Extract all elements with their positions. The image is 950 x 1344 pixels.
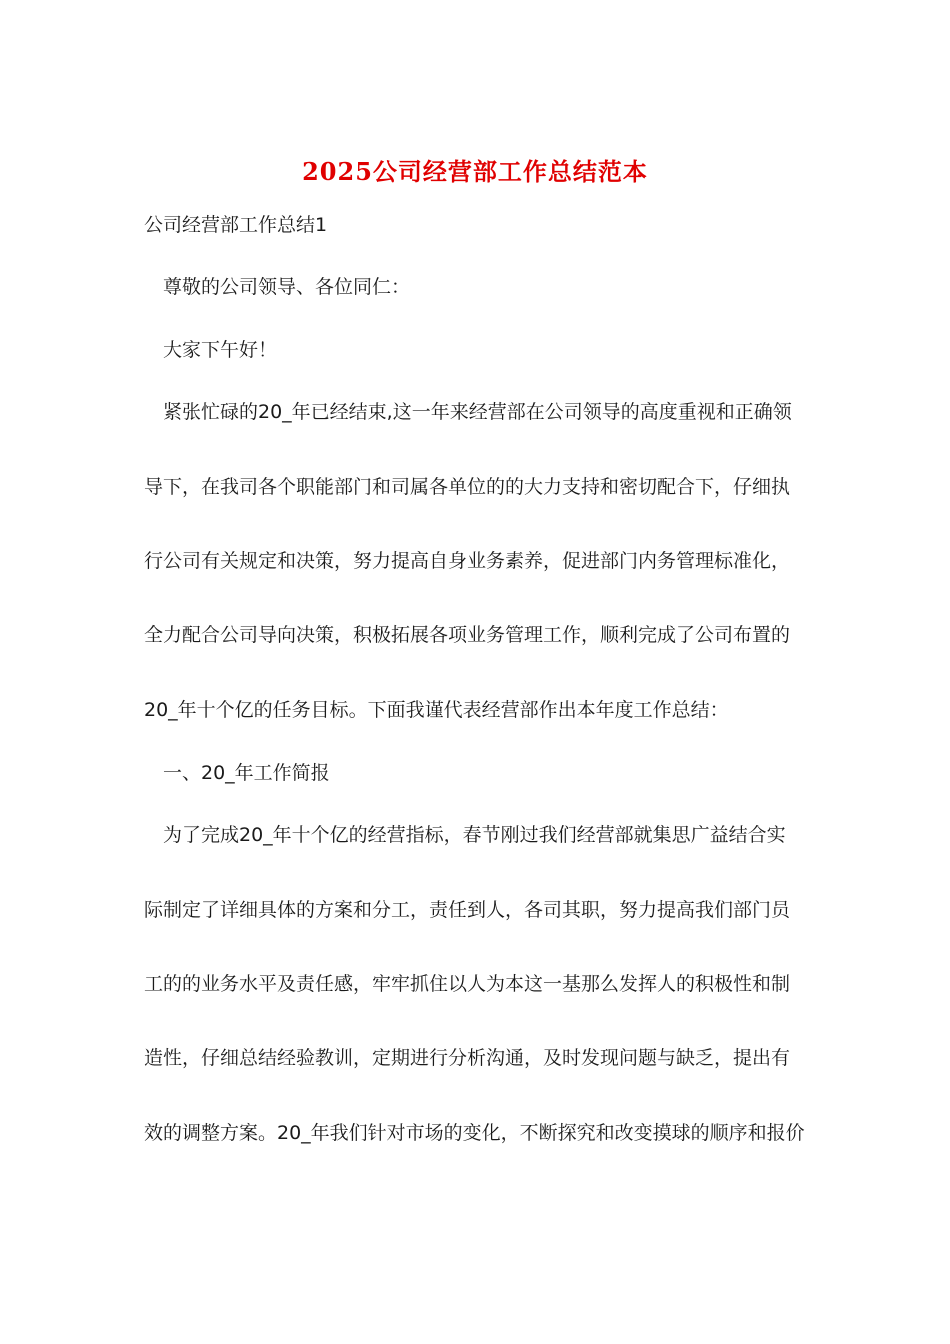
subsection-heading: 一、20_年工作简报 — [163, 762, 330, 784]
paragraph-line: 全力配合公司导向决策，积极拓展各项业务管理工作，顺利完成了公司布置的 — [144, 624, 791, 646]
salutation: 尊敬的公司领导、各位同仁： — [163, 276, 411, 298]
paragraph-line: 为了完成20_年十个亿的经营指标，春节刚过我们经营部就集思广益结合实 — [163, 824, 786, 846]
paragraph-line: 紧张忙碌的20_年已经结束,这一年来经营部在公司领导的高度重视和正确领 — [163, 401, 792, 423]
paragraph-line: 工的的业务水平及责任感，牢牢抓住以人为本这一基那么发挥人的积极性和制 — [144, 973, 791, 995]
document-title: 2025公司经营部工作总结范本 — [302, 157, 648, 186]
section-heading: 公司经营部工作总结1 — [144, 214, 328, 236]
paragraph-line: 效的调整方案。20_年我们针对市场的变化，不断探究和改变摸球的顺序和报价 — [144, 1122, 805, 1144]
paragraph-line: 际制定了详细具体的方案和分工，责任到人，各司其职，努力提高我们部门员 — [144, 899, 791, 921]
greeting: 大家下午好！ — [163, 339, 278, 361]
paragraph-line: 行公司有关规定和决策，努力提高自身业务素养，促进部门内务管理标准化， — [144, 550, 791, 572]
paragraph-line: 20_年十个亿的任务目标。下面我谨代表经营部作出本年度工作总结： — [144, 699, 729, 721]
paragraph-line: 导下，在我司各个职能部门和司属各单位的的大力支持和密切配合下，仔细执 — [144, 476, 791, 498]
paragraph-line: 造性，仔细总结经验教训，定期进行分析沟通，及时发现问题与缺乏，提出有 — [144, 1047, 791, 1069]
